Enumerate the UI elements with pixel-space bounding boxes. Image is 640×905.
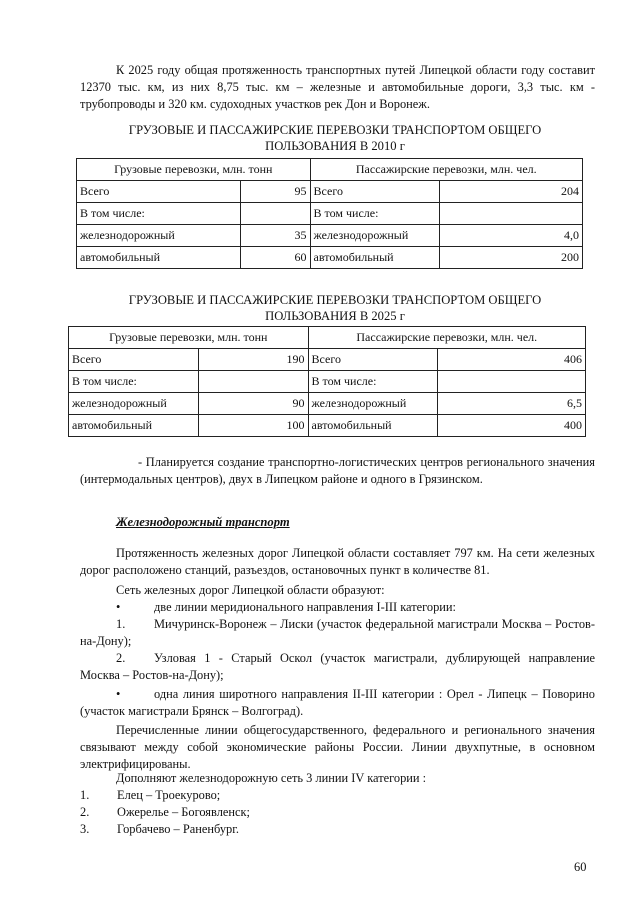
bullet-marker: • xyxy=(116,600,121,614)
page-number: 60 xyxy=(574,860,587,874)
table-row xyxy=(77,247,583,269)
table-row xyxy=(69,393,586,415)
table-row xyxy=(77,225,583,247)
row-value: 406 xyxy=(438,349,586,371)
bullet-item-2 xyxy=(80,686,595,720)
row-label: железнодорожный xyxy=(69,393,199,415)
row-value xyxy=(438,371,586,393)
table-row xyxy=(69,349,586,371)
list-item xyxy=(80,804,595,821)
row-value: 90 xyxy=(198,393,308,415)
bullet-item xyxy=(80,599,595,616)
table-2025-title xyxy=(80,292,590,324)
header-passenger: Пассажирские перевозки, млн. чел. xyxy=(308,327,585,349)
row-value: 35 xyxy=(240,225,310,247)
item-number: 1. xyxy=(80,788,90,802)
row-label: Всего xyxy=(310,181,440,203)
row-value: 60 xyxy=(240,247,310,269)
item-text: Ожерелье – Богоявленск; xyxy=(117,805,250,819)
row-label: автомобильный xyxy=(69,415,199,437)
numbered-item-1 xyxy=(80,616,595,650)
table-2010 xyxy=(76,158,583,269)
row-label: В том числе: xyxy=(69,371,199,393)
row-label: Всего xyxy=(69,349,199,371)
item-text: Елец – Троекурово; xyxy=(117,788,221,802)
list-item xyxy=(80,787,595,804)
row-value xyxy=(198,371,308,393)
row-value xyxy=(240,203,310,225)
row-value: 200 xyxy=(440,247,583,269)
row-value: 6,5 xyxy=(438,393,586,415)
row-value xyxy=(440,203,583,225)
item-number: 2. xyxy=(116,651,126,665)
row-label: Всего xyxy=(77,181,241,203)
bullet-text: две линии меридионального направления I-III категории: xyxy=(154,600,456,614)
row-label: В том числе: xyxy=(310,203,440,225)
row-value: 190 xyxy=(198,349,308,371)
item-text: Узловая 1 - Старый Оскол (участок магистрали, дублирующей направление Москва – Ростов-на-Дону); xyxy=(80,651,595,682)
item-number: 3. xyxy=(80,822,90,836)
table-row xyxy=(69,415,586,437)
row-label: автомобильный xyxy=(310,247,440,269)
intro-paragraph: К 2025 году общая протяженность транспортных путей Липецкой области году составит 12370 тыс. км, из них 8,75 тыс. км – железные и автомобильные дороги, 3,3 тыс. км - трубопроводы и 320 км. судоходных участков рек Дон и Воронеж. xyxy=(80,63,595,111)
row-value: 204 xyxy=(440,181,583,203)
table-2010-title xyxy=(80,122,590,154)
row-label: Всего xyxy=(308,349,438,371)
row-label: В том числе: xyxy=(308,371,438,393)
numbered-item-2 xyxy=(80,650,595,684)
item-text: Горбачево – Раненбург. xyxy=(117,822,240,836)
table-2025 xyxy=(68,326,586,437)
table-2010-title-line2: ПОЛЬЗОВАНИЯ В 2010 г xyxy=(265,139,405,153)
table-2025-title-line2: ПОЛЬЗОВАНИЯ В 2025 г xyxy=(265,309,405,323)
row-label: железнодорожный xyxy=(77,225,241,247)
item-text: Мичуринск-Воронеж – Лиски (участок федеральной магистрали Москва – Ростов-на-Дону); xyxy=(80,617,595,648)
rail-paragraph-4: Дополняют железнодорожную сеть 3 линии IV категории : xyxy=(116,771,427,785)
table-header-row xyxy=(69,327,586,349)
bullet-text: одна линия широтного направления II-III категории : Орел - Липецк – Поворино (участок магистрали Брянск – Волгоград). xyxy=(80,687,595,718)
rail-paragraph-1: Протяженность железных дорог Липецкой области составляет 797 км. На сети железных дорог расположено станций, разъездов, остановочных пункт в количестве 81. xyxy=(80,546,595,577)
table-row xyxy=(69,371,586,393)
logistics-paragraph: - Планируется создание транспортно-логистических центров регионального значения (интермодальных центров), двух в Липецком районе и одного в Грязинском. xyxy=(80,455,595,486)
rail-section-heading: Железнодорожный транспорт xyxy=(116,515,290,529)
row-value: 100 xyxy=(198,415,308,437)
row-label: железнодорожный xyxy=(310,225,440,247)
row-label: железнодорожный xyxy=(308,393,438,415)
rail-paragraph-3: Перечисленные линии общегосударственного, федерального и регионального значения связывают между собой экономические районы России. Линии двухпутные, в основном электрифицированы. xyxy=(80,723,595,771)
row-label: В том числе: xyxy=(77,203,241,225)
row-value: 95 xyxy=(240,181,310,203)
row-label: автомобильный xyxy=(308,415,438,437)
row-label: автомобильный xyxy=(77,247,241,269)
rail-paragraph-2: Сеть железных дорог Липецкой области образуют: xyxy=(116,583,385,597)
bullet-marker: • xyxy=(116,687,121,701)
row-value: 400 xyxy=(438,415,586,437)
table-2025-title-line1: ГРУЗОВЫЕ И ПАССАЖИРСКИЕ ПЕРЕВОЗКИ ТРАНСПОРТОМ ОБЩЕГО xyxy=(128,293,542,307)
table-row xyxy=(77,181,583,203)
table-2010-title-line1: ГРУЗОВЫЕ И ПАССАЖИРСКИЕ ПЕРЕВОЗКИ ТРАНСПОРТОМ ОБЩЕГО xyxy=(128,123,542,137)
header-passenger: Пассажирские перевозки, млн. чел. xyxy=(310,159,582,181)
header-cargo: Грузовые перевозки, млн. тонн xyxy=(77,159,311,181)
item-number: 1. xyxy=(116,617,126,631)
item-number: 2. xyxy=(80,805,90,819)
header-cargo: Грузовые перевозки, млн. тонн xyxy=(69,327,309,349)
table-header-row xyxy=(77,159,583,181)
table-row xyxy=(77,203,583,225)
row-value: 4,0 xyxy=(440,225,583,247)
list-item xyxy=(80,821,595,838)
